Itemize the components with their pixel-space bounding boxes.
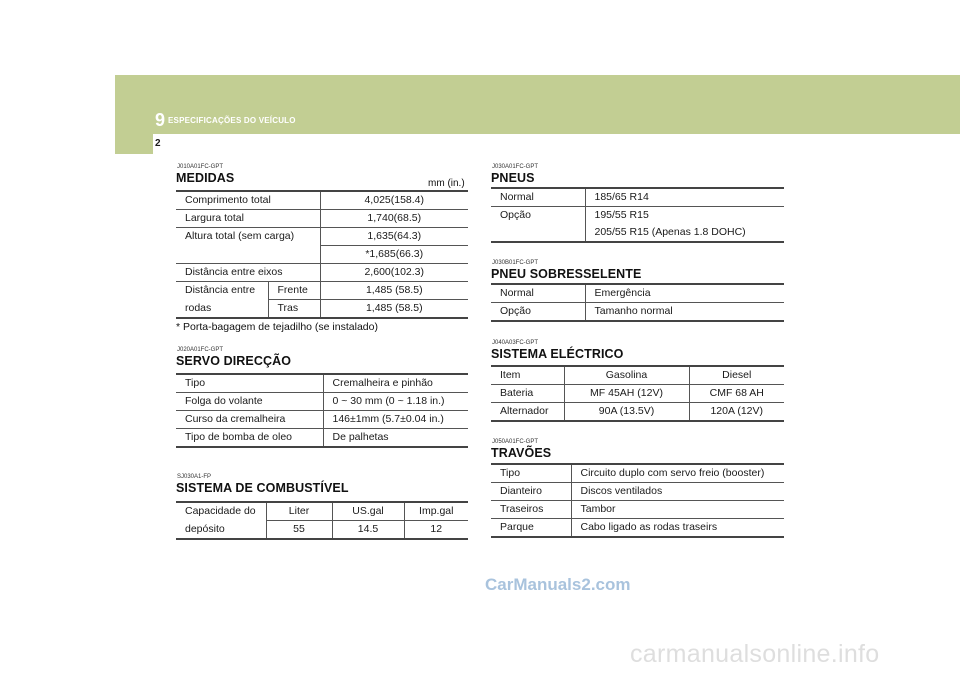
table-row xyxy=(491,385,784,403)
label-cell xyxy=(491,224,585,242)
table-row xyxy=(491,519,784,538)
electrico-title: SISTEMA ELÉCTRICO xyxy=(491,347,624,361)
value-cell: *1,685(66.3) xyxy=(320,246,468,264)
label-cell: Altura total (sem carga) xyxy=(185,230,295,243)
value-cell: 55 xyxy=(266,521,332,540)
table-row xyxy=(176,374,468,393)
servo-code: J020A01FC-GPT xyxy=(177,347,224,353)
servo-table xyxy=(176,373,468,448)
table-row xyxy=(176,246,468,264)
combustivel-table xyxy=(176,501,468,540)
table-row xyxy=(491,188,784,207)
table-row xyxy=(491,224,784,242)
table-row xyxy=(491,464,784,483)
table-row xyxy=(176,521,468,540)
value-cell: 12 xyxy=(404,521,468,540)
medidas-note: * Porta-bagagem de tejadilho (se instalado) xyxy=(176,321,378,333)
header-cell: US.gal xyxy=(332,502,404,521)
servo-title: SERVO DIRECÇÃO xyxy=(176,354,292,368)
table-row xyxy=(176,300,468,319)
value-cell: 120A (12V) xyxy=(689,403,784,422)
value-cell: Circuito duplo com servo freio (booster) xyxy=(571,464,784,483)
table-row xyxy=(176,191,468,210)
header-band xyxy=(115,75,960,134)
table-row xyxy=(491,403,784,422)
page-tab xyxy=(115,134,153,154)
value-cell: 90A (13.5V) xyxy=(564,403,689,422)
page-number: 2 xyxy=(155,138,161,149)
value-cell: 185/65 R14 xyxy=(585,188,784,207)
watermark-carmanuals2: CarManuals2.com xyxy=(485,575,631,594)
header-cell: Imp.gal xyxy=(404,502,468,521)
sobresselente-code: J030B01FC-GPT xyxy=(492,260,539,266)
value-cell: 2,600(102.3) xyxy=(320,264,468,282)
medidas-title: MEDIDAS xyxy=(176,171,235,185)
label-cell: Distância entre eixos xyxy=(176,264,320,282)
value-cell: Tambor xyxy=(571,501,784,519)
sobresselente-title: PNEU SOBRESSELENTE xyxy=(491,267,642,281)
value-cell: CMF 68 AH xyxy=(689,385,784,403)
table-row xyxy=(491,303,784,322)
travoes-table xyxy=(491,463,784,538)
value-cell: Emergência xyxy=(585,284,784,303)
pneus-title: PNEUS xyxy=(491,171,535,185)
value-cell: 1,485 (58.5) xyxy=(320,282,468,300)
value-cell: MF 45AH (12V) xyxy=(564,385,689,403)
label-cell: Bateria xyxy=(491,385,564,403)
label-cell: depósito xyxy=(176,521,266,540)
table-row xyxy=(491,501,784,519)
pneus-table xyxy=(491,187,784,243)
watermark-carmanualsonline: carmanualsonline.info xyxy=(630,640,880,668)
label-cell: Tipo de bomba de oleo xyxy=(176,429,323,448)
electrico-table xyxy=(491,365,784,422)
label-cell: Dianteiro xyxy=(491,483,571,501)
label-cell: Opção xyxy=(491,303,585,322)
table-row xyxy=(491,284,784,303)
value-cell: Tamanho normal xyxy=(585,303,784,322)
label-cell: Largura total xyxy=(176,210,320,228)
table-row xyxy=(176,228,468,246)
value-cell: 1,635(64.3) xyxy=(320,228,468,246)
pneus-code: J030A01FC-GPT xyxy=(492,164,539,170)
travoes-title: TRAVÕES xyxy=(491,446,552,460)
label-cell: Curso da cremalheira xyxy=(176,411,323,429)
medidas-table xyxy=(176,190,468,319)
label-cell: Normal xyxy=(491,188,585,207)
label-cell: rodas xyxy=(176,300,268,319)
header-cell: Item xyxy=(491,366,564,385)
label-cell: Folga do volante xyxy=(176,393,323,411)
combustivel-title: SISTEMA DE COMBUSTÍVEL xyxy=(176,481,349,495)
table-row xyxy=(176,429,468,448)
sobresselente-table xyxy=(491,283,784,322)
table-row xyxy=(176,411,468,429)
sub-label-cell: Frente xyxy=(268,282,320,300)
label-cell: Capacidade do xyxy=(176,502,266,521)
value-cell: 1,485 (58.5) xyxy=(320,300,468,319)
table-row xyxy=(491,483,784,501)
value-cell: 14.5 xyxy=(332,521,404,540)
label-cell: Tipo xyxy=(176,374,323,393)
table-row xyxy=(176,282,468,300)
value-cell: Cremalheira e pinhão xyxy=(323,374,468,393)
table-row xyxy=(491,207,784,225)
medidas-unit: mm (in.) xyxy=(428,178,465,189)
value-cell: 1,740(68.5) xyxy=(320,210,468,228)
label-cell: Normal xyxy=(491,284,585,303)
value-cell: Cabo ligado as rodas traseirs xyxy=(571,519,784,538)
value-cell: 4,025(158.4) xyxy=(320,191,468,210)
label-cell: Traseiros xyxy=(491,501,571,519)
value-cell: 0 ~ 30 mm (0 ~ 1.18 in.) xyxy=(323,393,468,411)
combustivel-code: SJ030A1-FP xyxy=(177,474,212,480)
medidas-code: J010A01FC-GPT xyxy=(177,164,224,170)
value-cell: De palhetas xyxy=(323,429,468,448)
label-cell: Alternador xyxy=(491,403,564,422)
label-cell xyxy=(176,246,320,264)
table-row xyxy=(176,210,468,228)
sub-label-cell: Tras xyxy=(268,300,320,319)
value-cell: Discos ventilados xyxy=(571,483,784,501)
chapter-number: 9 xyxy=(155,110,166,130)
value-cell: 146±1mm (5.7±0.04 in.) xyxy=(323,411,468,429)
header-cell: Diesel xyxy=(689,366,784,385)
header-cell: Liter xyxy=(266,502,332,521)
travoes-code: J050A01FC-GPT xyxy=(492,439,539,445)
table-row xyxy=(176,502,468,521)
label-cell: Distância entre xyxy=(185,284,256,297)
value-cell: 195/55 R15 xyxy=(585,207,784,225)
table-row xyxy=(176,393,468,411)
electrico-code: J040A03FC-GPT xyxy=(492,340,539,346)
label-cell: Tipo xyxy=(491,464,571,483)
label-cell: Opção xyxy=(500,209,531,221)
table-row xyxy=(176,264,468,282)
value-cell: 205/55 R15 (Apenas 1.8 DOHC) xyxy=(585,224,784,242)
chapter-title: ESPECIFICAÇÕES DO VEÍCULO xyxy=(168,116,296,125)
label-cell: Comprimento total xyxy=(176,191,320,210)
header-cell: Gasolina xyxy=(564,366,689,385)
label-cell: Parque xyxy=(491,519,571,538)
table-row xyxy=(491,366,784,385)
